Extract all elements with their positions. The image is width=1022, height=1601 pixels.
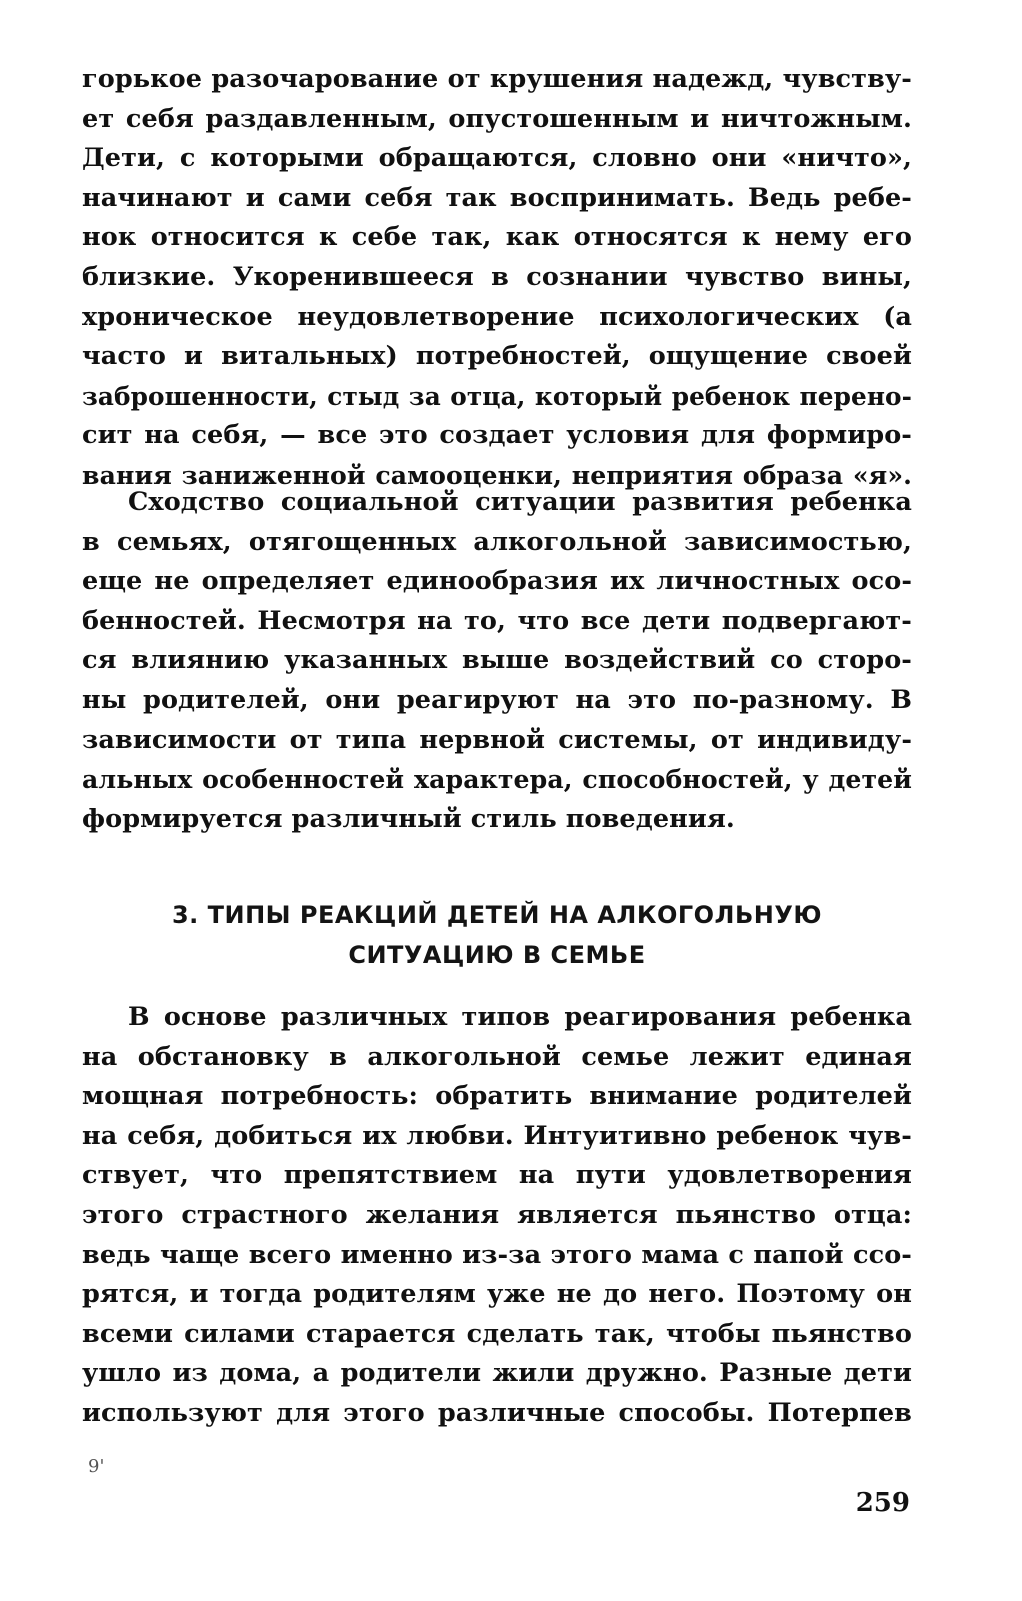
text-line: ведь чаще всего именно из-за этого мама с папой ссо-	[82, 1239, 912, 1270]
text-line: заброшенности, стыд за отца, который ребенок перено-	[82, 381, 912, 411]
text-line: Дети, с которыми обращаются, словно они «ничто»,	[82, 143, 912, 174]
text-line: ушло из дома, а родители жили дружно. Разные дети	[82, 1358, 912, 1389]
text-line: сит на себя, — все это создает условия для формиро-	[82, 420, 912, 451]
paragraph-2	[82, 483, 912, 839]
text-line: формируется различный стиль поведения.	[82, 803, 735, 834]
section-heading	[82, 895, 912, 975]
text-line: часто и витальных) потребностей, ощущение своей	[82, 341, 912, 372]
text-line: нок относится к себе так, как относятся к нему его	[82, 222, 912, 253]
text-line: вания заниженной самооценки, неприятия образа «я».	[82, 459, 912, 490]
text-line: на себя, добиться их любви. Интуитивно ребенок чув-	[82, 1120, 912, 1151]
text-line: используют для этого различные способы. Потерпев	[82, 1397, 912, 1428]
page-number: 259	[855, 1488, 910, 1518]
paragraph-1	[82, 60, 912, 496]
text-line: альных особенностей характера, способностей, у детей	[82, 764, 912, 795]
text-line: Сходство социальной ситуации развития ребенка	[128, 487, 912, 517]
paragraph-3	[82, 998, 912, 1434]
section-heading-line-1: 3. ТИПЫ РЕАКЦИЙ ДЕТЕЙ НА АЛКОГОЛЬНУЮ	[171, 901, 823, 929]
text-line: мощная потребность: обратить внимание родителей	[82, 1081, 912, 1112]
text-line: хроническое неудовлетворение психологических (а	[82, 301, 912, 332]
text-line: ет себя раздавленным, опустошенным и ничтожным.	[82, 103, 912, 134]
margin-mark: 9'	[88, 1456, 105, 1477]
text-line: зависимости от типа нервной системы, от индивиду-	[82, 724, 912, 755]
text-line: рятся, и тогда родителям уже не до него. Поэтому он	[82, 1279, 912, 1310]
text-line: ны родителей, они реагируют на это по-разному. В	[82, 684, 912, 715]
text-line: В основе различных типов реагирования ребенка	[128, 1002, 912, 1032]
text-line: ствует, что препятствием на пути удовлетворения	[82, 1160, 912, 1191]
text-line: на обстановку в алкогольной семье лежит единая	[82, 1041, 912, 1072]
text-line: горькое разочарование от крушения надежд, чувству-	[82, 64, 912, 94]
text-line: всеми силами старается сделать так, чтобы пьянство	[82, 1318, 912, 1349]
text-line: еще не определяет единообразия их личностных осо-	[82, 566, 912, 597]
text-line: близкие. Укоренившееся в сознании чувство вины,	[82, 261, 912, 292]
text-line: ся влиянию указанных выше воздействий со сторо-	[82, 645, 912, 676]
text-line: в семьях, отягощенных алкогольной зависимостью,	[82, 526, 912, 557]
text-line: начинают и сами себя так воспринимать. Ведь ребе-	[82, 182, 912, 213]
text-line: этого страстного желания является пьянство отца:	[82, 1199, 912, 1230]
text-line: бенностей. Несмотря на то, что все дети подвергают-	[82, 605, 912, 636]
section-heading-line-2: СИТУАЦИЮ В СЕМЬЕ	[348, 941, 646, 969]
